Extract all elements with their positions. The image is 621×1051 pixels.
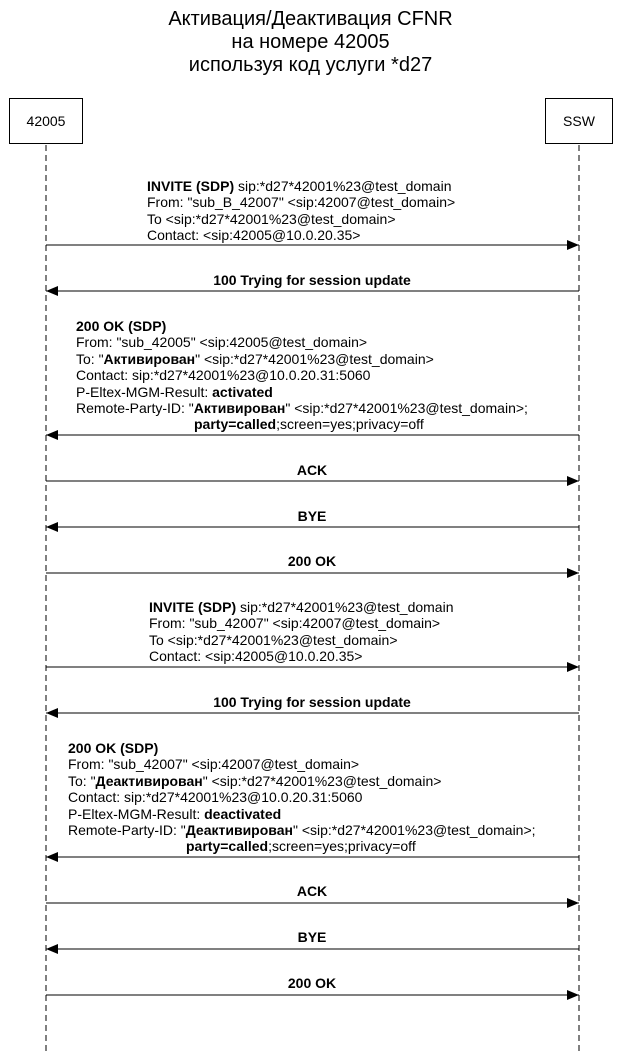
message-line: From: "sub_42005" <sip:42005@test_domain> xyxy=(76,334,368,351)
participant-42005-label: 42005 xyxy=(26,113,66,129)
message-line: Contact: <sip:42005@10.0.20.35> xyxy=(147,227,361,244)
message-100-trying-2: 100 Trying for session update xyxy=(213,694,411,710)
message-100-trying-1: 100 Trying for session update xyxy=(213,272,411,288)
message-line: party=called;screen=yes;privacy=off xyxy=(186,838,416,855)
message-line: From: "sub_42007" <sip:42007@test_domain> xyxy=(149,615,441,632)
message-line: To: "Деактивирован" <sip:*d27*42001%23@test_domain> xyxy=(68,772,442,789)
message-line: P-Eltex-MGM-Result: deactivated xyxy=(68,805,282,822)
message-invite-1 xyxy=(147,178,455,244)
message-ack-2: ACK xyxy=(296,883,328,899)
message-200-ok-sdp-1 xyxy=(76,318,528,433)
message-line: INVITE (SDP) sip:*d27*42001%23@test_domain xyxy=(149,599,454,615)
message-line: To: "Активирован" <sip:*d27*42001%23@test_domain> xyxy=(76,350,434,367)
message-bye-1: BYE xyxy=(297,508,327,524)
message-200-ok-1: 200 OK xyxy=(287,553,337,569)
message-line: Contact: sip:*d27*42001%23@10.0.20.31:5060 xyxy=(68,789,363,806)
participant-ssw xyxy=(545,98,613,144)
participant-ssw-label: SSW xyxy=(563,113,595,129)
message-line: From: "sub_42007" <sip:42007@test_domain> xyxy=(68,756,360,773)
message-line: Contact: <sip:42005@10.0.20.35> xyxy=(149,648,363,665)
message-line: To <sip:*d27*42001%23@test_domain> xyxy=(149,631,398,648)
message-line: Contact: sip:*d27*42001%23@10.0.20.31:5060 xyxy=(76,367,371,384)
diagram-title-line-2: на номере 42005 xyxy=(231,31,390,53)
message-line: INVITE (SDP) sip:*d27*42001%23@test_domain xyxy=(147,178,452,194)
message-bye-2: BYE xyxy=(297,929,327,945)
message-line: P-Eltex-MGM-Result: activated xyxy=(76,383,273,400)
message-line: Remote-Party-ID: "Активирован" <sip:*d27*42001%23@test_domain>; xyxy=(76,400,528,417)
message-invite-2 xyxy=(149,599,454,665)
participant-42005 xyxy=(9,98,83,144)
message-line: To <sip:*d27*42001%23@test_domain> xyxy=(147,210,396,227)
diagram-title-line-3: используя код услуги *d27 xyxy=(188,54,433,76)
message-200-ok-2: 200 OK xyxy=(287,975,337,991)
message-line: Remote-Party-ID: "Деактивирован" <sip:*d27*42001%23@test_domain>; xyxy=(68,822,536,839)
message-line: 200 OK (SDP) xyxy=(68,740,159,756)
message-line: 200 OK (SDP) xyxy=(76,318,167,334)
diagram-title-line-1: Активация/Деактивация CFNR xyxy=(168,8,453,30)
message-ack-1: ACK xyxy=(296,462,328,478)
message-200-ok-sdp-2 xyxy=(68,740,536,855)
message-line: party=called;screen=yes;privacy=off xyxy=(194,416,424,433)
message-line: From: "sub_B_42007" <sip:42007@test_domain> xyxy=(147,194,456,211)
